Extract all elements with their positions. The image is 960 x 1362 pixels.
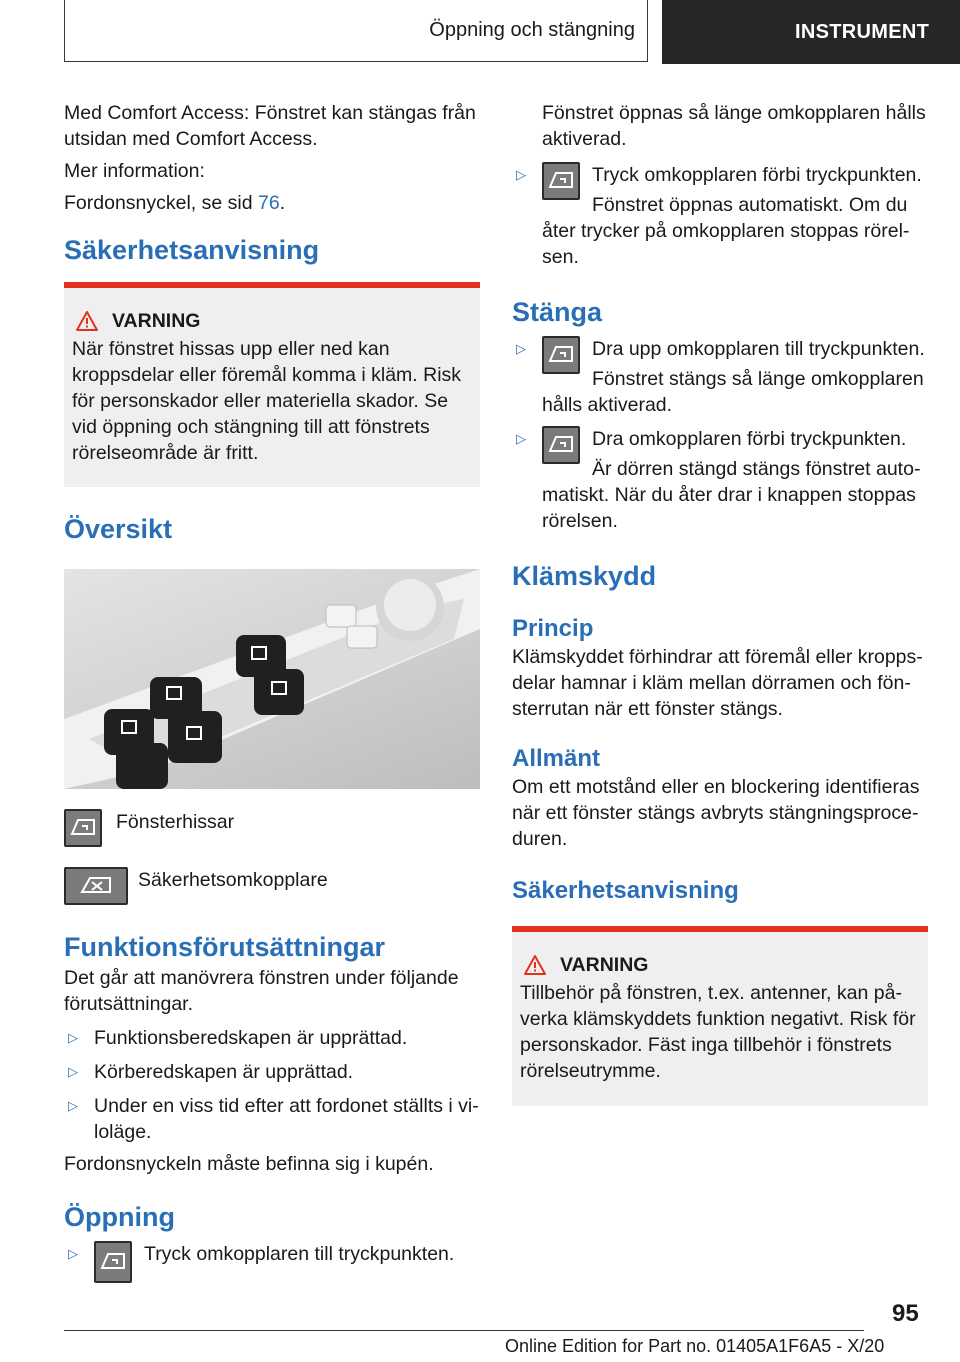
list-item-text: Under en viss tid efter att fordonet ställts i viloläge. [94, 1095, 479, 1143]
warning-title-row [72, 308, 472, 334]
footer-divider [64, 1330, 864, 1331]
safety-heading: Säkerhetsanvisning [64, 235, 320, 265]
general-heading: Allmänt [512, 745, 601, 772]
warning-text: När fönstret hissas upp eller ned kan kroppsdelar eller föremål komma i kläm. Risk för personskador eller materiella skador. Se vid öppning och stängning till att fönstrets rörelseområde är fritt. [72, 338, 462, 464]
chapter-tab [662, 0, 960, 64]
legend-item-window-lift [64, 809, 480, 847]
prerequisites-note: Fordonsnyckeln måste befinna sig i kupén. [64, 1153, 434, 1175]
principle-heading: Princip [512, 615, 594, 642]
opening-heading: Öppning [64, 1202, 175, 1232]
legend-label-safety-switch: Säkerhetsomkopplare [138, 869, 328, 891]
door-panel-illustration [64, 569, 480, 789]
step-text: Tryck omkopplaren förbi tryckpunkten. [592, 164, 922, 186]
window-switch-icon [542, 426, 580, 464]
pinch-protection-heading: Klämskydd [512, 561, 657, 591]
warning-title-row [520, 952, 920, 978]
step-continuation: Fönstret stängs så länge omkopplaren hålls aktiverad. [542, 368, 924, 416]
safety-switch-icon [64, 867, 128, 905]
bullet-triangle-icon: ▷ [68, 1064, 78, 1079]
legend-label-window-lift: Fönsterhissar [116, 811, 235, 833]
section-header [64, 0, 648, 62]
key-reference-text: Fordonsnyckel, se sid [64, 192, 259, 214]
warning-title: VARNING [112, 310, 201, 332]
prerequisites-intro: Det går att manövrera fönstren under följande förutsättningar. [64, 967, 459, 1015]
warning-title: VARNING [560, 954, 649, 976]
step-continuation: Fönstret öppnas så länge omkopplaren hålls aktiverad. [542, 102, 926, 150]
list-item [64, 1093, 480, 1145]
warning-text: Tillbehör på fönstren, t.ex. antenner, kan påverka klämskyddets funktion negativt. Risk för personskador. Fäst inga tillbehör i fönstrets rörelseutrymme. [520, 982, 916, 1082]
general-text: Om ett motstånd eller en blockering identifieras när ett fönster stängs avbryts stängningsproceduren. [512, 776, 920, 850]
section-title: Öppning och stängning [429, 19, 635, 41]
safety-heading-2: Säkerhetsanvisning [512, 877, 739, 904]
bullet-triangle-icon: ▷ [68, 1030, 78, 1045]
warning-triangle-icon [76, 311, 98, 331]
intro-text: Med Comfort Access: Fönstret kan stängas från utsidan med Comfort Access. [64, 102, 476, 150]
bullet-triangle-icon: ▷ [516, 431, 526, 446]
page-number: 95 [892, 1300, 919, 1327]
step-continuation: Är dörren stängd stängs fönstret automatiskt. När du åter drar i knappen stoppas rörelsen. [542, 458, 921, 532]
overview-heading: Översikt [64, 514, 173, 544]
warning-box [64, 282, 480, 487]
step-continuation: Fönstret öppnas automatiskt. Om du åter trycker på omkopplaren stoppas rörelsen. [542, 194, 910, 268]
step-text: Dra upp omkopplaren till tryckpunkten. [592, 338, 925, 360]
left-column [64, 100, 480, 1283]
closing-heading: Stänga [512, 297, 603, 327]
right-column [512, 100, 928, 1106]
key-reference-end: . [279, 192, 286, 214]
step-text: Dra omkopplaren förbi tryckpunkten. [592, 428, 907, 450]
principle-text: Klämskyddet förhindrar att föremål eller kroppsdelar hamnar i kläm mellan dörramen och fönsterrutan när ett fönster stängs. [512, 646, 923, 720]
window-switch-icon [542, 162, 580, 200]
step-text: Tryck omkopplaren till tryckpunkten. [144, 1243, 455, 1265]
list-item-text: Funktionsberedskapen är upprättad. [94, 1027, 408, 1049]
key-reference [64, 190, 480, 216]
window-switch-icon [542, 336, 580, 374]
window-lift-switch-icon [64, 809, 102, 847]
step-item [64, 1241, 480, 1283]
bullet-triangle-icon: ▷ [516, 167, 526, 182]
list-item [64, 1025, 480, 1051]
more-info-label: Mer information: [64, 160, 205, 182]
warning-box-2 [512, 926, 928, 1106]
bullet-triangle-icon: ▷ [516, 341, 526, 356]
page-link[interactable]: 76 [258, 192, 280, 214]
bullet-triangle-icon: ▷ [68, 1098, 78, 1113]
edition-note: Online Edition for Part no. 01405A1F6A5 - X/20 [505, 1336, 885, 1356]
list-item-text: Körberedskapen är upprättad. [94, 1061, 354, 1083]
window-switch-photo [64, 569, 480, 789]
warning-triangle-icon [524, 955, 546, 975]
bullet-triangle-icon: ▷ [68, 1246, 78, 1261]
prerequisites-heading: Funktionsförutsättningar [64, 932, 385, 962]
legend-item-safety-switch [64, 867, 480, 905]
list-item [64, 1059, 480, 1085]
window-switch-icon [94, 1241, 132, 1283]
chapter-title: INSTRUMENT [795, 20, 930, 43]
